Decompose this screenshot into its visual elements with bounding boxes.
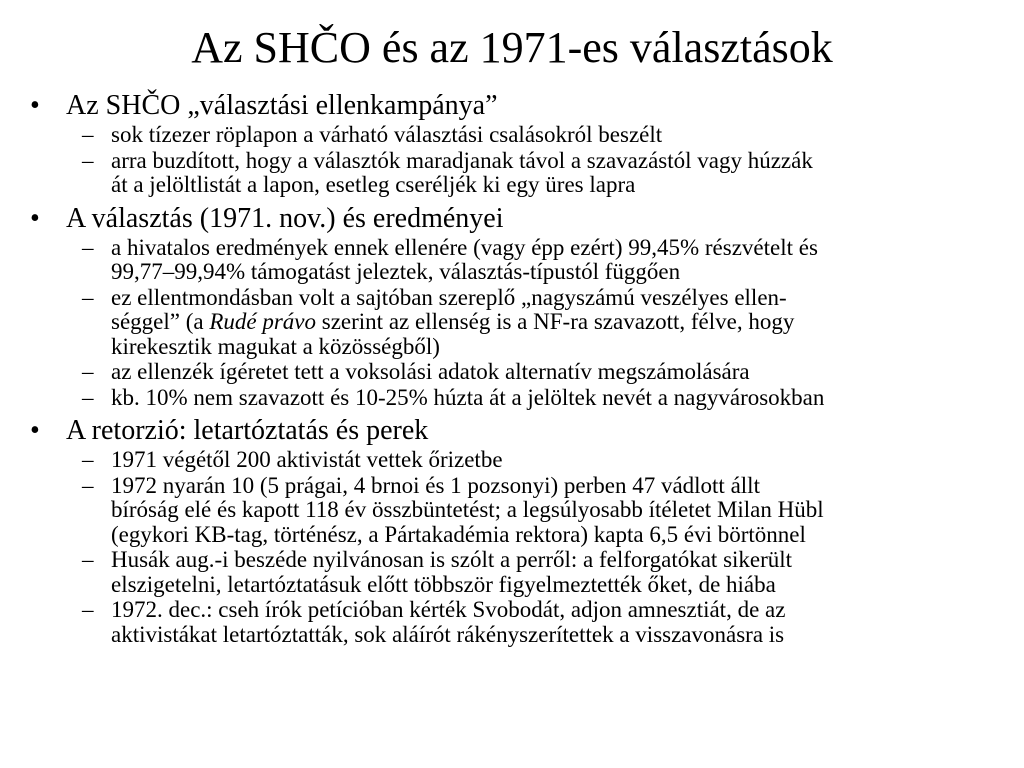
- section-heading: A választás (1971. nov.) és eredményei: [66, 202, 504, 234]
- sub-bullet-line: (egykori KB-tag, történész, a Pártakadémia rektora) kapta 6,5 évi börtönnel: [111, 521, 806, 547]
- sub-bullet-line: kirekesztik magukat a közösségből): [111, 333, 440, 359]
- sub-bullet-line: sok tízezer röplapon a várható választási csalásokról beszélt: [111, 122, 663, 147]
- slide-title: Az SHČO és az 1971-es választások: [191, 23, 833, 72]
- sub-bullet: [0, 548, 1024, 597]
- sub-bullet-line: ez ellentmondásban volt a sajtóban szereplő „nagyszámú veszélyes ellen-: [111, 284, 787, 310]
- sub-bullet: [0, 386, 1024, 411]
- bullet-dash: –: [82, 147, 94, 173]
- sub-bullet-line: az ellenzék ígéretet tett a voksolási adatok alternatív megszámolására: [111, 359, 750, 384]
- sub-bullet: [0, 360, 1024, 385]
- bullet-dash: –: [82, 472, 94, 498]
- sub-bullet-line: arra buzdított, hogy a választók maradjanak távol a szavazástól vagy húzzák: [111, 147, 813, 173]
- bullet-dash: –: [82, 447, 94, 472]
- sub-bullet-line: át a jelöltlistát a lapon, esetleg cseréljék ki egy üres lapra: [111, 172, 636, 197]
- sub-bullet-line: 1972 nyarán 10 (5 prágai, 4 brnoi és 1 pozsonyi) perben 47 vádlott állt: [111, 472, 760, 498]
- bullet-dash: –: [82, 122, 94, 147]
- bullet-dash: –: [82, 234, 94, 260]
- sub-bullet-line: Husák aug.-i beszéde nyilvánosan is szólt a perről: a felforgatókat sikerült: [111, 547, 793, 572]
- sub-bullet-line: 1971 végétől 200 aktivistát vettek őrizetbe: [111, 447, 503, 472]
- bullet-dash: –: [82, 359, 94, 384]
- sub-bullet-line: 99,77–99,94% támogatást jeleztek, választás-típustól függően: [111, 259, 681, 284]
- bullet-dash: –: [82, 547, 94, 572]
- line-text: séggel” (a: [111, 309, 210, 334]
- sub-bullet-line: a hivatalos eredmények ennek ellenére (vagy épp ezért) 99,45% részvételt és: [111, 234, 818, 260]
- bullet-dot: •: [30, 90, 40, 121]
- bullet-ellenkampany: [0, 90, 1024, 122]
- bullet-valasztas: [0, 203, 1024, 235]
- sub-bullet-line: kb. 10% nem szavazott és 10-25% húzta át a jelöltek nevét a nagyvárosokban: [111, 384, 825, 410]
- sub-bullet-line: bíróság elé és kapott 118 év összbüntetést; a legsúlyosabb ítéletet Milan Hübl: [111, 497, 824, 522]
- sub-bullet: [0, 598, 1024, 647]
- sub-bullet: [0, 286, 1024, 360]
- sub-bullet-line: 1972. dec.: cseh írók petícióban kérték Svobodát, adjon amnesztiát, de az: [111, 597, 786, 622]
- bullet-dot: •: [30, 202, 40, 234]
- bullet-dot: •: [30, 415, 40, 446]
- line-text: szerint az ellenség is a NF-ra szavazott, félve, hogy: [316, 309, 795, 334]
- bullet-dash: –: [82, 284, 94, 310]
- sub-bullet: [0, 123, 1024, 148]
- sub-bullet: [0, 236, 1024, 285]
- newspaper-title: Rudé právo: [209, 309, 317, 334]
- bullet-dash: –: [82, 597, 94, 622]
- sub-bullet-line: [111, 310, 1004, 335]
- bullet-retorzio: [0, 415, 1024, 447]
- sub-bullet: [0, 149, 1024, 198]
- sub-bullet-line: aktivistákat letartóztatták, sok aláírót rákényszerítettek a visszavonásra is: [111, 621, 785, 647]
- section-heading: A retorzió: letartóztatás és perek: [66, 415, 429, 446]
- slide-content: [0, 85, 1024, 647]
- section-heading: Az SHČO „választási ellenkampánya”: [66, 90, 498, 121]
- bullet-dash: –: [82, 384, 94, 410]
- sub-bullet: [0, 448, 1024, 473]
- sub-bullet-line: elszigetelni, letartóztatásuk előtt többször figyelmeztették őket, de hiába: [111, 571, 776, 597]
- sub-bullet: [0, 474, 1024, 548]
